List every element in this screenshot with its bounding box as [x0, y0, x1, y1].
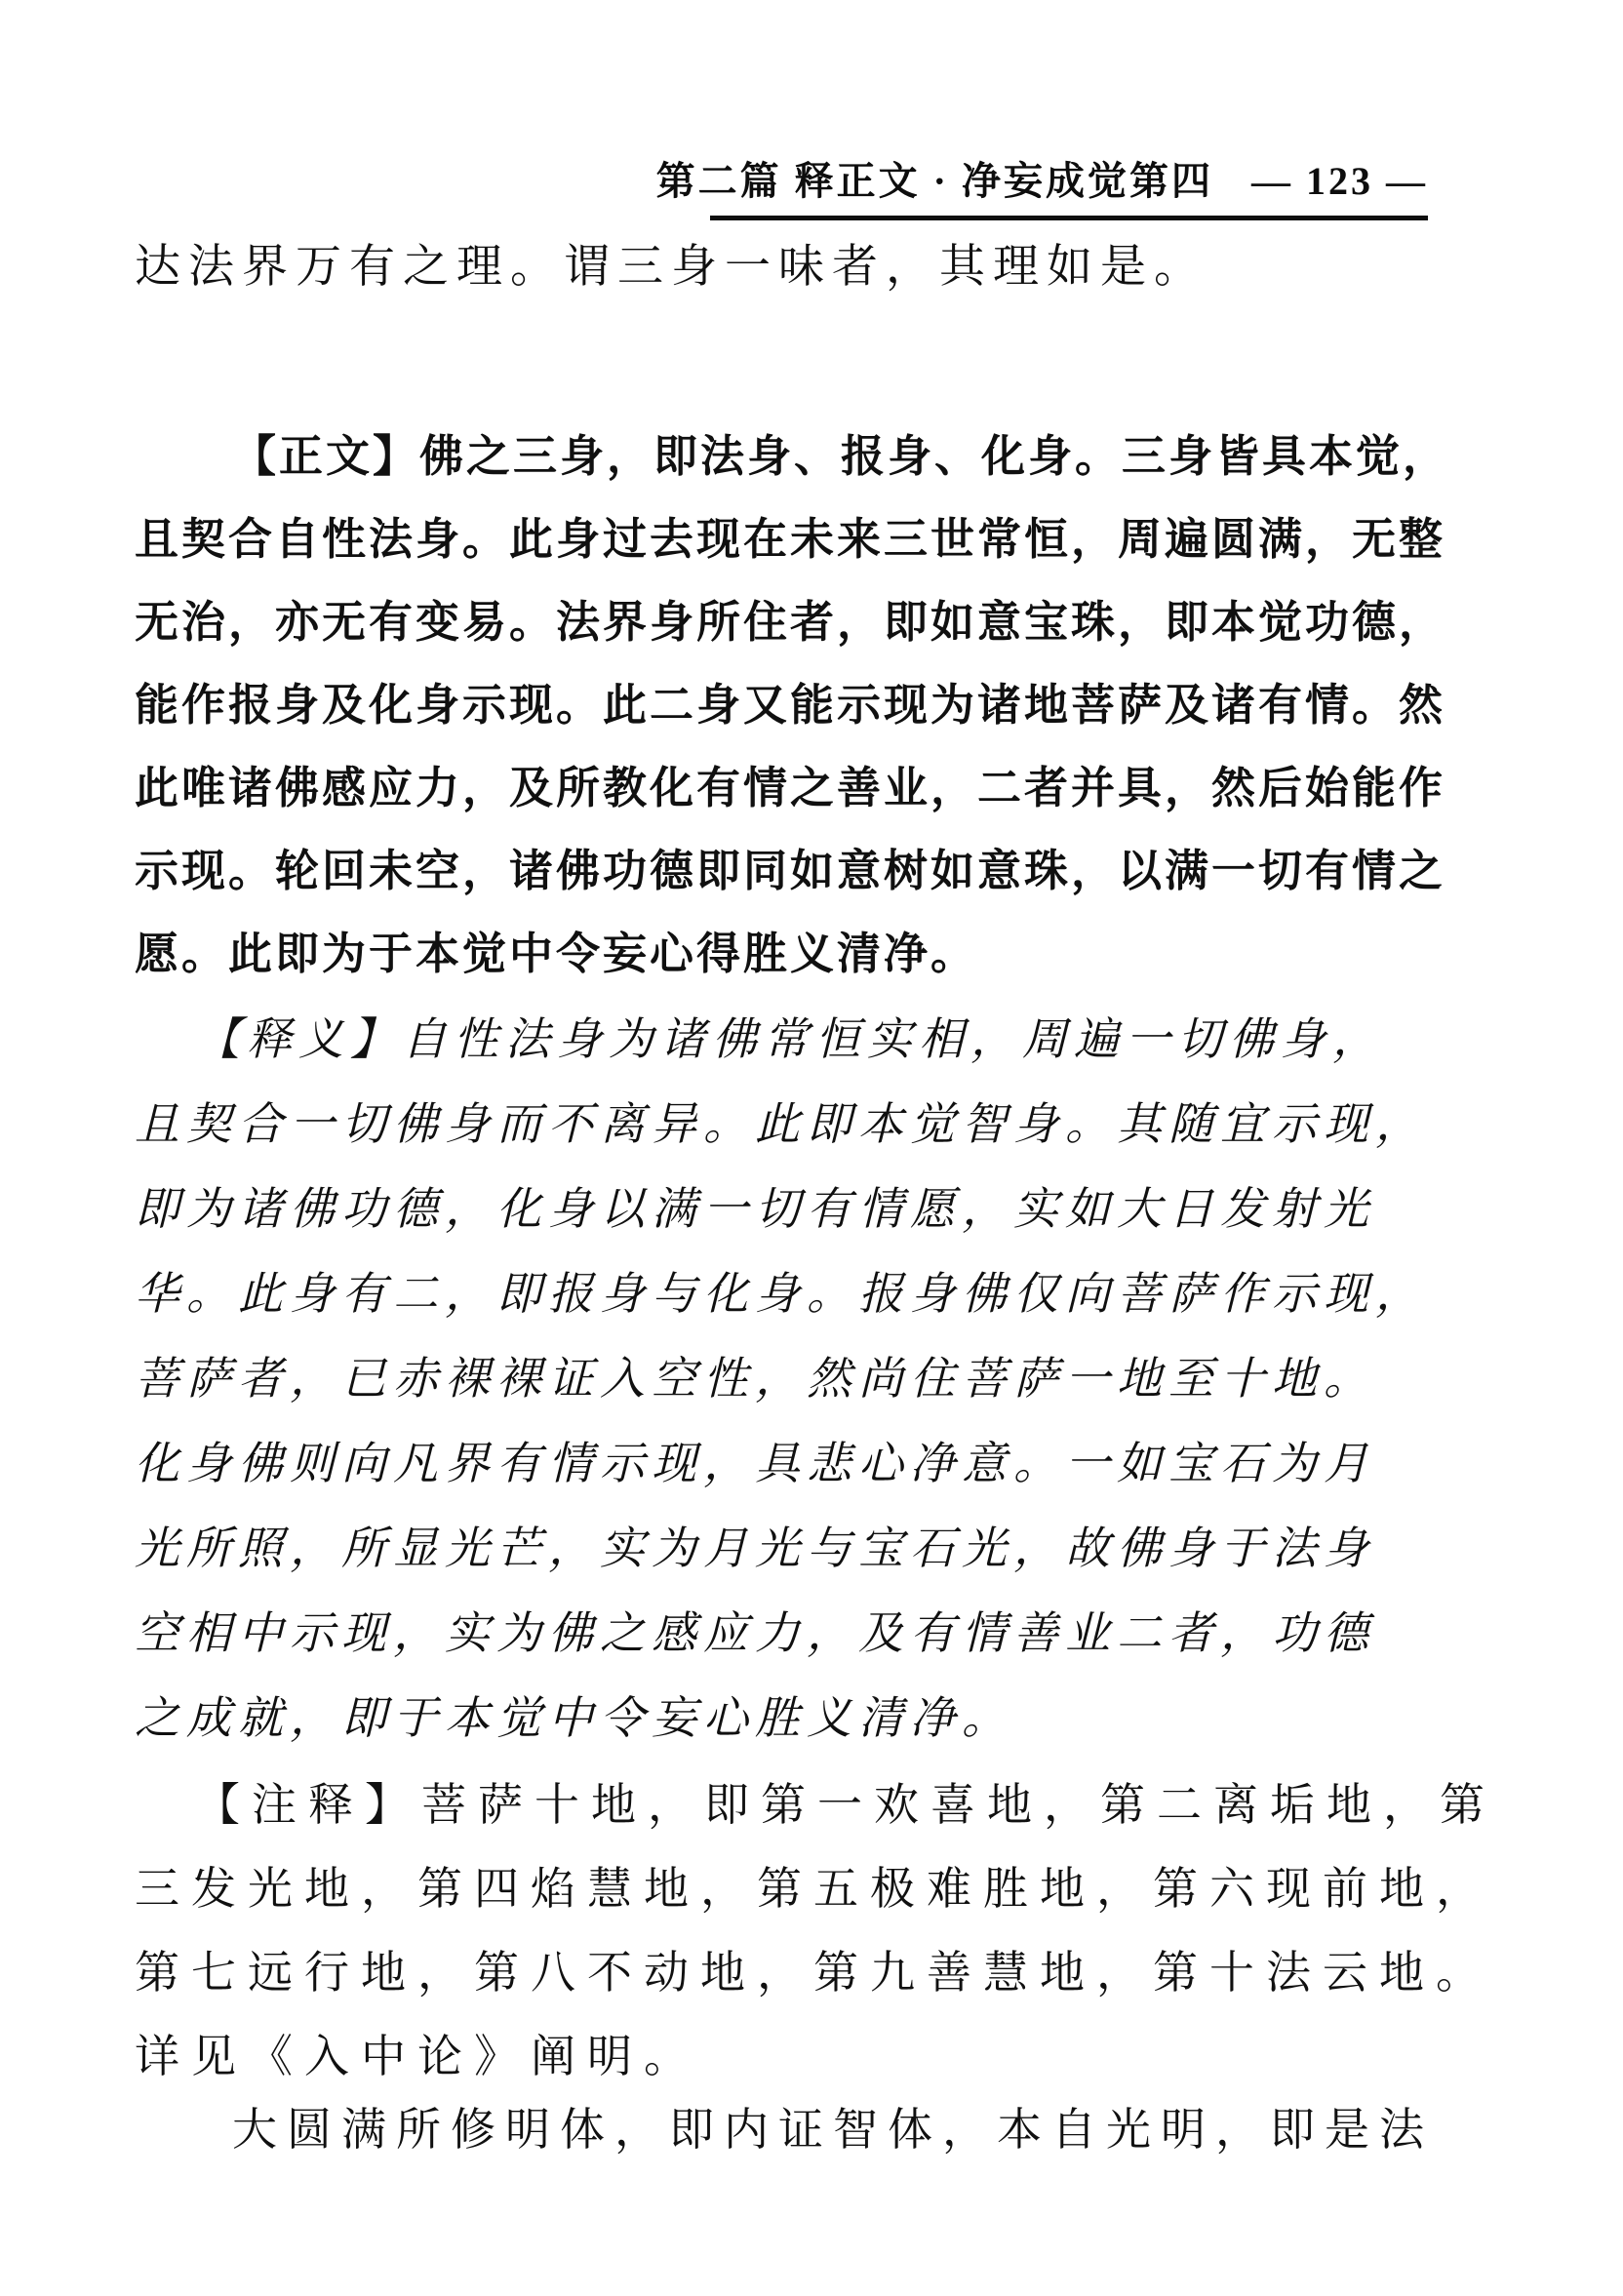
section-zhengwen — [135, 415, 1453, 995]
text-line: 【正文】佛之三身，即法身、报身、化身。三身皆具本觉， — [232, 431, 1450, 481]
text-line: 即为诸佛功德，化身以满一切有情愿，实如大日发射光 — [135, 1184, 1375, 1234]
text-line: 菩萨者，已赤裸裸证入空性，然尚住菩萨一地至十地。 — [135, 1354, 1375, 1404]
running-header — [656, 150, 1428, 220]
text-line: 达法界万有之理。谓三身一味者，其理如是。 — [135, 242, 1207, 293]
text-line: 之成就，即于本觉中令妄心胜义清净。 — [135, 1693, 1013, 1743]
text-line: 能作报身及化身示现。此二身又能示现为诸地菩萨及诸有情。然 — [135, 680, 1446, 730]
paragraph-closing — [135, 2099, 1453, 2161]
text-line: 第七远行地，第八不动地，第九善慧地，第十法云地。 — [135, 1948, 1492, 1998]
text-line: 此唯诸佛感应力，及所教化有情之善业，二者并具，然后始能作 — [135, 763, 1446, 812]
text-line: 愿。此即为于本觉中令妄心得胜义清净。 — [135, 929, 978, 978]
text-line: 光所照，所显光芒，实为月光与宝石光，故佛身于法身 — [135, 1524, 1375, 1573]
text-line: 且契合自性法身。此身过去现在未来三世常恒，周遍圆满，无整 — [135, 514, 1446, 564]
text-line: 化身佛则向凡界有情示现，具悲心净意。一如宝石为月 — [135, 1439, 1375, 1488]
page-number: — 123 — — [1251, 159, 1428, 203]
text-line: 无治，亦无有变易。法界身所住者，即如意宝珠，即本觉功德， — [135, 597, 1446, 647]
text-line: 【释义】自性法身为诸佛常恒实相，周遍一切佛身， — [195, 1014, 1384, 1064]
text-line: 空相中示现，实为佛之感应力，及有情善业二者，功德 — [135, 1608, 1375, 1658]
paragraph-intro — [135, 236, 1453, 298]
chapter-title: 第二篇 释正文 · 净妄成觉第四 — [655, 159, 1213, 203]
section-zhushi — [135, 1763, 1496, 2099]
text-line: 且契合一切佛身而不离异。此即本觉智身。其随宜示现， — [135, 1099, 1427, 1149]
text-line: 【注释】菩萨十地，即第一欢喜地，第二离垢地，第 — [195, 1780, 1496, 1830]
text-line: 详见《入中论》阐明。 — [135, 2032, 700, 2081]
text-line: 示现。轮回未空，诸佛功德即同如意树如意珠，以满一切有情之 — [135, 846, 1446, 895]
running-header-text — [656, 150, 1428, 206]
header-rule — [710, 216, 1428, 220]
section-shiyi — [135, 997, 1453, 1761]
text-line: 大圆满所修明体，即内证智体，本自光明，即是法 — [232, 2105, 1434, 2155]
text-line: 三发光地，第四焰慧地，第五极难胜地，第六现前地， — [135, 1864, 1492, 1914]
text-line: 华。此身有二，即报身与化身。报身佛仅向菩萨作示现， — [135, 1269, 1427, 1319]
